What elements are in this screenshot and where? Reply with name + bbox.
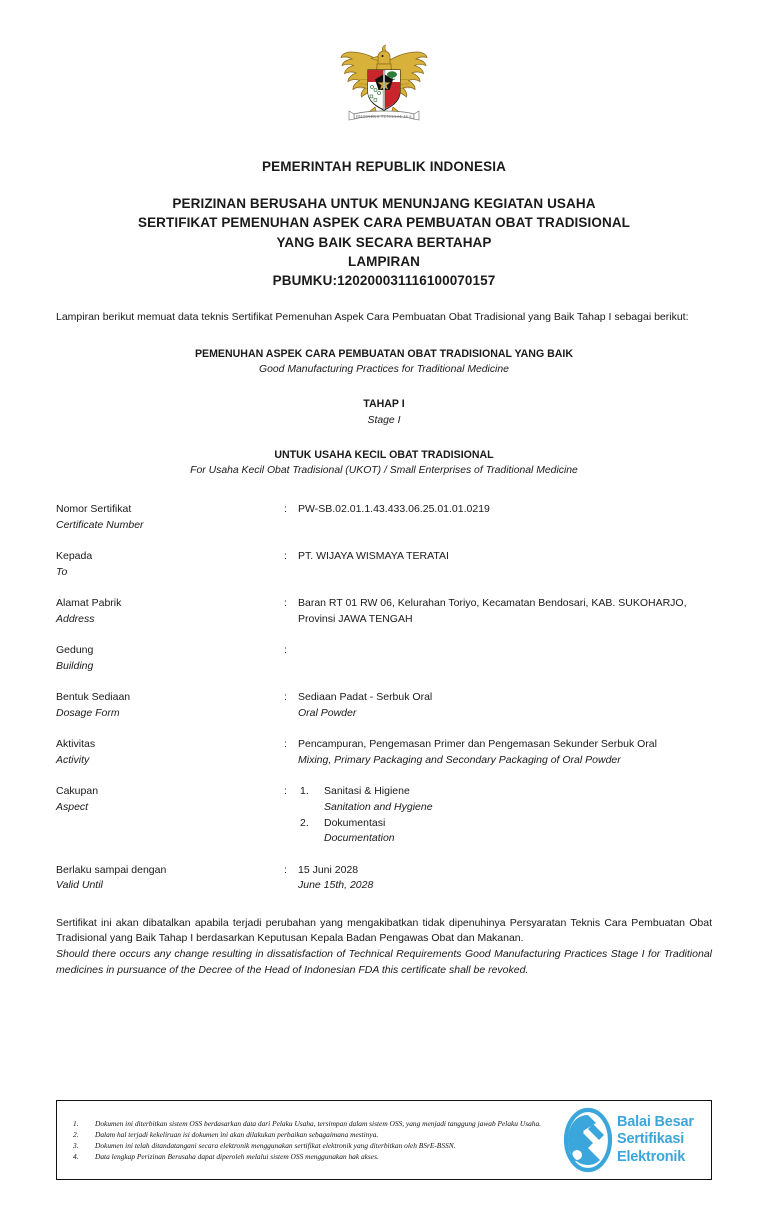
emblem-container: [56, 0, 712, 128]
colon-certificate-number: :: [284, 503, 287, 516]
section-gmp-title-id: PEMENUHAN ASPEK CARA PEMBUATAN OBAT TRADISIONAL YANG BAIK: [194, 347, 574, 360]
label-to: Kepada To: [56, 550, 93, 578]
certificate-details-table: [56, 502, 712, 894]
colon-activity: :: [284, 738, 287, 751]
footer-note-number: 1.: [73, 1118, 79, 1128]
colon-to: :: [284, 550, 287, 563]
field-row-to: [56, 549, 712, 580]
value-valid-until: 15 Juni 2028 June 15th, 2028: [298, 863, 374, 892]
section-scope: [56, 448, 712, 478]
footer-note-text: Dalam hal terjadi kekeliruan isi dokumen ini akan dilakukan perbaikan sebagaimana mestinya.: [95, 1129, 379, 1139]
bsre-logo-icon: [563, 1107, 613, 1173]
value-address: Baran RT 01 RW 06, Kelurahan Toriyo, Kecamatan Bendosari, KAB. SUKOHARJO, Provinsi JAWA TENGAH: [298, 597, 687, 625]
value-certificate-number: PW-SB.02.01.1.43.433.06.25.01.01.0219: [298, 503, 490, 516]
pbumku-number: PBUMKU:120200031116100070157: [272, 272, 496, 288]
value-aspect: [298, 784, 712, 846]
list-item: [67, 1151, 551, 1162]
closing-text-id: Sertifikat ini akan dibatalkan apabila terjadi perubahan yang mengakibatkan tidak dipenuhinya Persyaratan Teknis Cara Pembuatan Obat Tradisional yang Baik Tahap I berdasarkan Keputusan Kepala Badan Pengawas Obat dan Makanan.: [56, 916, 712, 945]
label-valid-until: Berlaku sampai dengan Valid Until: [56, 863, 167, 892]
value-building: [298, 643, 712, 674]
footer-notes: [57, 1113, 559, 1167]
bsre-logo-line-3: Elektronik: [617, 1148, 686, 1165]
svg-text:BHINNEKA TUNGGAL IKA: BHINNEKA TUNGGAL IKA: [356, 114, 412, 119]
colon-building: :: [284, 644, 287, 657]
colon-dosage-form: :: [284, 691, 287, 704]
value-activity: Pencampuran, Pengemasan Primer dan Pengemasan Sekunder Serbuk Oral Mixing, Primary Packaging and Secondary Packaging of Oral Powder: [298, 738, 657, 766]
footer-note-text: Dokumen ini telah ditandatangani secara elektronik menggunakan sertifikat elektronik yang diterbitkan oleh BSrE-BSSN.: [95, 1141, 456, 1150]
intro-paragraph: Lampiran berikut memuat data teknis Sertifikat Pemenuhan Aspek Cara Pembuatan Obat Tradisional yang Baik Tahap I sebagai berikut:: [56, 311, 689, 323]
colon-aspect: :: [284, 785, 287, 798]
section-gmp: [56, 347, 712, 377]
list-item: [67, 1140, 551, 1151]
bsre-logo-line-1: Balai Besar: [617, 1114, 694, 1131]
aspect-item-en: Documentation: [324, 832, 395, 845]
title-line-lampiran: LAMPIRAN: [347, 253, 421, 269]
label-activity: Aktivitas Activity: [56, 738, 96, 766]
title-line-3: SERTIFIKAT PEMENUHAN ASPEK CARA PEMBUATAN OBAT TRADISIONAL: [137, 215, 631, 231]
aspect-list: [298, 784, 712, 846]
colon-address: :: [284, 597, 287, 610]
label-aspect: Cakupan Aspect: [56, 785, 99, 813]
section-gmp-title-en: Good Manufacturing Practices for Traditional Medicine: [259, 364, 509, 376]
list-item: [298, 784, 712, 815]
aspect-item-number: 2.: [300, 816, 309, 829]
footer-disclaimer-box: [56, 1100, 712, 1180]
label-dosage-form: Bentuk Sediaan Dosage Form: [56, 691, 131, 719]
field-row-activity: [56, 737, 712, 768]
field-row-certificate-number: [56, 502, 712, 533]
title-line-2: PERIZINAN BERUSAHA UNTUK MENUNJANG KEGIATAN USAHA: [172, 196, 596, 212]
aspect-item-number: 1.: [300, 785, 309, 798]
bsre-logo-container: [559, 1101, 711, 1179]
closing-text-en: Should there occurs any change resulting in dissatisfaction of Technical Requirements Good Manufacturing Practices Stage I for Traditional medicines in pursuance of the Decree of the Head of Indonesian FDA this certificate shall be revoked.: [56, 948, 712, 976]
section-scope-title-id: UNTUK USAHA KECIL OBAT TRADISIONAL: [274, 448, 494, 461]
list-item: [298, 816, 712, 847]
footer-note-number: 3.: [73, 1141, 79, 1150]
value-dosage-form: Sediaan Padat - Serbuk Oral Oral Powder: [298, 691, 433, 719]
closing-paragraph: [56, 916, 712, 979]
aspect-item-id: Sanitasi & Higiene: [324, 785, 410, 798]
footer-note-text: Data lengkap Perizinan Berusaha dapat diperoleh melalui sistem OSS menggunakan hak akses.: [95, 1152, 379, 1162]
footer-note-number: 4.: [73, 1152, 79, 1162]
aspect-item-id: Dokumentasi: [324, 816, 386, 829]
section-stage-title-en: Stage I: [367, 414, 401, 426]
colon-valid-until: :: [284, 863, 287, 876]
section-stage: [56, 397, 712, 427]
field-row-building: [56, 643, 712, 674]
aspect-item-en: Sanitation and Hygiene: [324, 800, 433, 813]
section-scope-title-en: For Usaha Kecil Obat Tradisional (UKOT) / Small Enterprises of Traditional Medicine: [190, 464, 578, 476]
footer-note-number: 2.: [73, 1129, 79, 1139]
bsre-logo-text: [617, 1114, 694, 1165]
garuda-pancasila-emblem: [334, 44, 434, 128]
label-building: Gedung Building: [56, 644, 94, 672]
motto-ribbon: [349, 111, 419, 120]
page-title: PEMERINTAH REPUBLIK INDONESIA: [261, 159, 507, 174]
pancasila-shield: [368, 70, 400, 110]
list-item: [67, 1129, 551, 1140]
label-certificate-number: Nomor Sertifikat Certificate Number: [56, 503, 144, 531]
label-address: Alamat Pabrik Address: [56, 597, 122, 625]
list-item: [67, 1118, 551, 1129]
footer-note-text: Dokumen ini diterbitkan sistem OSS berdasarkan data dari Pelaku Usaha, tersimpan dalam sistem OSS, yang menjadi tanggung jawab Pelaku Usaha.: [95, 1118, 541, 1128]
title-line-4: YANG BAIK SECARA BERTAHAP: [276, 234, 492, 250]
field-row-address: [56, 596, 712, 627]
field-row-dosage-form: [56, 690, 712, 721]
section-stage-title-id: TAHAP I: [363, 398, 405, 411]
document-title-block: [56, 158, 712, 290]
field-row-valid-until: [56, 863, 712, 894]
document-subtitle: [56, 194, 712, 290]
bsre-logo-line-2: Sertifikasi: [617, 1131, 685, 1148]
field-row-aspect: [56, 784, 712, 846]
value-to: PT. WIJAYA WISMAYA TERATAI: [298, 550, 449, 563]
